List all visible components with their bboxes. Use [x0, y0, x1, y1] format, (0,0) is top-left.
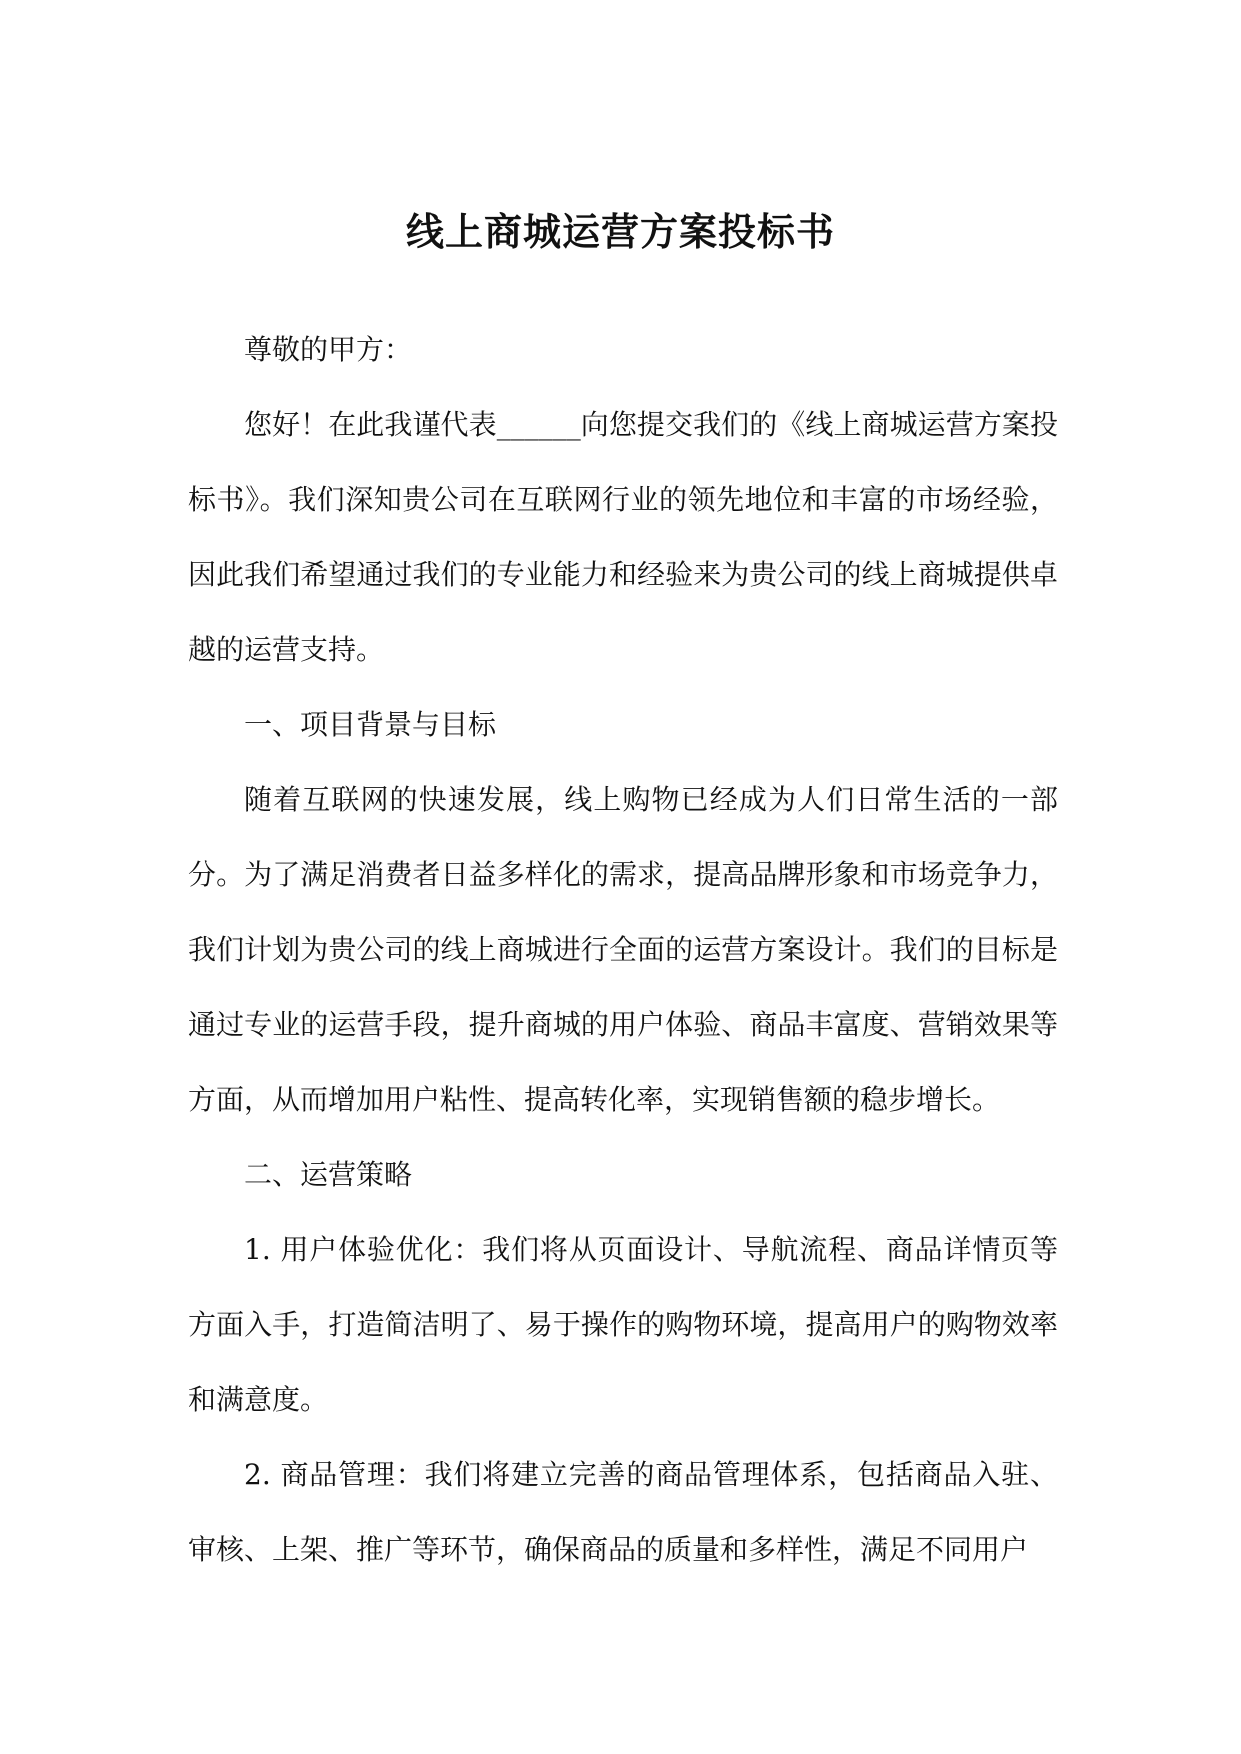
section-heading-background: 一、项目背景与目标 [244, 708, 497, 741]
document-title: 线上商城运营方案投标书 [405, 209, 835, 255]
document-body [188, 312, 1058, 1587]
salutation: 尊敬的甲方： [244, 333, 413, 366]
strategy-item-product-management: 2. 商品管理：我们将建立完善的商品管理体系，包括商品入驻、审核、上架、推广等环节，确保商品的质量和多样性，满足不同用户 [188, 1458, 1058, 1566]
intro-paragraph: 您好！在此我谨代表______向您提交我们的《线上商城运营方案投标书》。我们深知贵公司在互联网行业的领先地位和丰富的市场经验，因此我们希望通过我们的专业能力和经验来为贵公司的线上商城提供卓越的运营支持。 [188, 408, 1058, 666]
strategy-item-user-experience: 1. 用户体验优化：我们将从页面设计、导航流程、商品详情页等方面入手，打造简洁明了、易于操作的购物环境，提高用户的购物效率和满意度。 [188, 1233, 1058, 1416]
section-heading-strategy: 二、运营策略 [244, 1158, 413, 1191]
background-paragraph: 随着互联网的快速发展，线上购物已经成为人们日常生活的一部分。为了满足消费者日益多样化的需求，提高品牌形象和市场竞争力，我们计划为贵公司的线上商城进行全面的运营方案设计。我们的目标是通过专业的运营手段，提升商城的用户体验、商品丰富度、营销效果等方面，从而增加用户粘性、提高转化率，实现销售额的稳步增长。 [188, 783, 1058, 1116]
